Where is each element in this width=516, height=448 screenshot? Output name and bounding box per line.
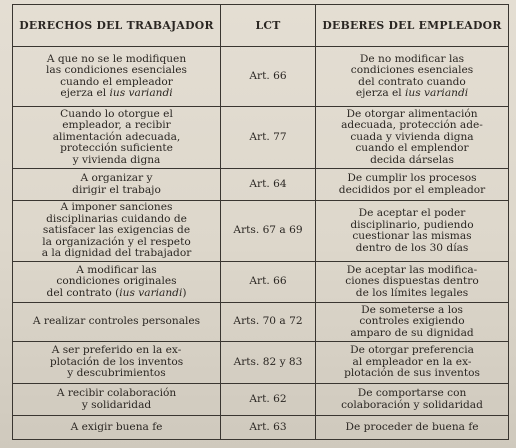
worker-right-cell xyxy=(13,416,221,440)
table-row xyxy=(13,416,509,440)
table-row xyxy=(13,342,509,384)
employer-duty-cell xyxy=(316,384,509,416)
worker-right-line: A realizar controles personales xyxy=(32,315,201,328)
employer-duty-line: De otorgar preferencia xyxy=(350,344,474,357)
employer-duty-cell xyxy=(316,262,509,303)
lct-article-cell: Arts. 82 y 83 xyxy=(221,342,316,384)
worker-right-line: disciplinarias cuidando de xyxy=(46,212,187,225)
employer-duty-cell xyxy=(316,416,509,440)
worker-right-line: la organización y el respeto xyxy=(42,235,191,248)
employer-duty-line: ciones dispuestas dentro xyxy=(345,275,479,288)
lct-article-cell: Art. 66 xyxy=(221,262,316,303)
table-row xyxy=(13,47,509,107)
header-right-line: EMPLEADOR xyxy=(418,18,502,32)
lct-article-cell: Art. 63 xyxy=(221,416,316,440)
employer-duty-cell xyxy=(316,107,509,169)
lct-article-cell: Arts. 67 a 69 xyxy=(221,201,316,262)
worker-right-cell xyxy=(13,169,221,201)
worker-right-line: Cuando lo otorgue el xyxy=(60,107,173,120)
employer-duty-line: amparo de su dignidad xyxy=(350,326,474,339)
employer-duty-cell xyxy=(316,201,509,262)
employer-duty-line: cuada y vivienda digna xyxy=(350,130,474,143)
lct-article-cell: Art. 62 xyxy=(221,384,316,416)
worker-right-line: A imponer sanciones xyxy=(60,201,173,214)
employer-duty-line: cuando el emplendor xyxy=(355,142,469,155)
lct-article-cell: Art. 77 xyxy=(221,107,316,169)
lct-article-cell: Arts. 70 a 72 xyxy=(221,303,316,342)
table-body xyxy=(13,47,509,440)
employer-duty-line: De cumplir los procesos xyxy=(347,172,477,184)
employer-duty-line: plotación de sus inventos xyxy=(344,367,480,380)
employer-duty-line: ejerza el ius variandi xyxy=(355,87,469,99)
worker-right-line: plotación de los inventos xyxy=(49,355,184,368)
worker-right-line: cuando el empleador xyxy=(60,75,173,88)
worker-right-line: A modificar las xyxy=(76,263,157,276)
table-row xyxy=(13,169,509,201)
worker-right-cell xyxy=(13,262,221,303)
worker-right-line: A ser preferido en la ex- xyxy=(51,344,182,357)
employer-duty-line: De aceptar el poder xyxy=(358,207,466,219)
worker-right-line: A organizar y xyxy=(80,172,153,184)
header-lct: LCT xyxy=(221,5,316,47)
employer-duty-line: De no modificar las xyxy=(359,52,465,65)
worker-right-line: A que no se le modifiquen xyxy=(46,52,187,65)
lct-article-cell: Art. 66 xyxy=(221,47,316,107)
employer-duty-line: De aceptar las modifica- xyxy=(346,263,478,276)
employer-duty-line: de los límites legales xyxy=(355,286,469,299)
table-row xyxy=(13,303,509,342)
worker-right-line: satisfacer las exigencias de xyxy=(42,224,191,237)
worker-right-line: y vivienda digna xyxy=(72,153,161,166)
employer-duty-line: De otorgar alimentación xyxy=(346,107,478,120)
worker-right-line: las condiciones esenciales xyxy=(46,64,187,76)
header-worker-rights xyxy=(13,5,221,47)
employer-duty-line: del contrato cuando xyxy=(358,75,466,88)
worker-right-line: A recibir colaboración xyxy=(56,387,177,399)
table-row xyxy=(13,384,509,416)
worker-right-line: del contrato (ius variandi) xyxy=(46,286,187,299)
employer-duty-line: De comportarse con xyxy=(357,387,467,399)
employer-duty-line: controles exigiendo xyxy=(359,315,465,328)
worker-right-line: alimentación adecuada, xyxy=(52,130,181,143)
table-row xyxy=(13,262,509,303)
table-row xyxy=(13,201,509,262)
worker-right-cell xyxy=(13,342,221,384)
worker-right-line: dirigir el trabajo xyxy=(72,183,161,196)
worker-right-line: empleador, a recibir xyxy=(62,119,171,132)
employer-duty-cell xyxy=(316,342,509,384)
employer-duty-line: De proceder de buena fe xyxy=(345,420,479,433)
worker-right-cell xyxy=(13,201,221,262)
employer-duty-cell xyxy=(316,47,509,107)
worker-right-line: y solidaridad xyxy=(81,398,152,411)
worker-right-line: condiciones originales xyxy=(56,275,177,288)
header-employer-duties xyxy=(316,5,509,47)
worker-right-cell xyxy=(13,384,221,416)
worker-right-line: y descubrimientos xyxy=(67,367,166,380)
employer-duty-cell xyxy=(316,303,509,342)
worker-right-line: a la dignidad del trabajador xyxy=(41,247,192,260)
worker-right-line: ejerza el ius variandi xyxy=(60,87,173,99)
worker-right-line: A exigir buena fe xyxy=(70,420,163,433)
employer-duty-line: dentro de los 30 días xyxy=(355,241,469,254)
worker-right-cell xyxy=(13,107,221,169)
employer-duty-line: decididos por el empleador xyxy=(338,183,486,196)
header-left-line: DERECHOS DEL xyxy=(19,18,123,32)
rights-duties-table xyxy=(12,4,509,440)
header-right-line: DEBERES DEL xyxy=(322,18,415,32)
employer-duty-line: decida dárselas xyxy=(370,153,454,166)
employer-duty-line: adecuada, protección ade- xyxy=(341,119,483,132)
employer-duty-cell xyxy=(316,169,509,201)
employer-duty-line: cuestionar las mismas xyxy=(352,230,472,242)
employer-duty-line: condiciones esenciales xyxy=(350,64,474,76)
worker-right-cell xyxy=(13,303,221,342)
lct-article-cell: Art. 64 xyxy=(221,169,316,201)
worker-right-cell xyxy=(13,47,221,107)
header-left-line: TRABAJADOR xyxy=(126,18,214,32)
employer-duty-line: colaboración y solidaridad xyxy=(341,398,483,411)
header-row xyxy=(13,5,509,47)
table-row xyxy=(13,107,509,169)
employer-duty-line: al empleador en la ex- xyxy=(352,355,472,368)
worker-right-line: protección suficiente xyxy=(60,142,173,155)
employer-duty-line: disciplinario, pudiendo xyxy=(350,218,474,231)
employer-duty-line: De someterse a los xyxy=(361,303,463,316)
